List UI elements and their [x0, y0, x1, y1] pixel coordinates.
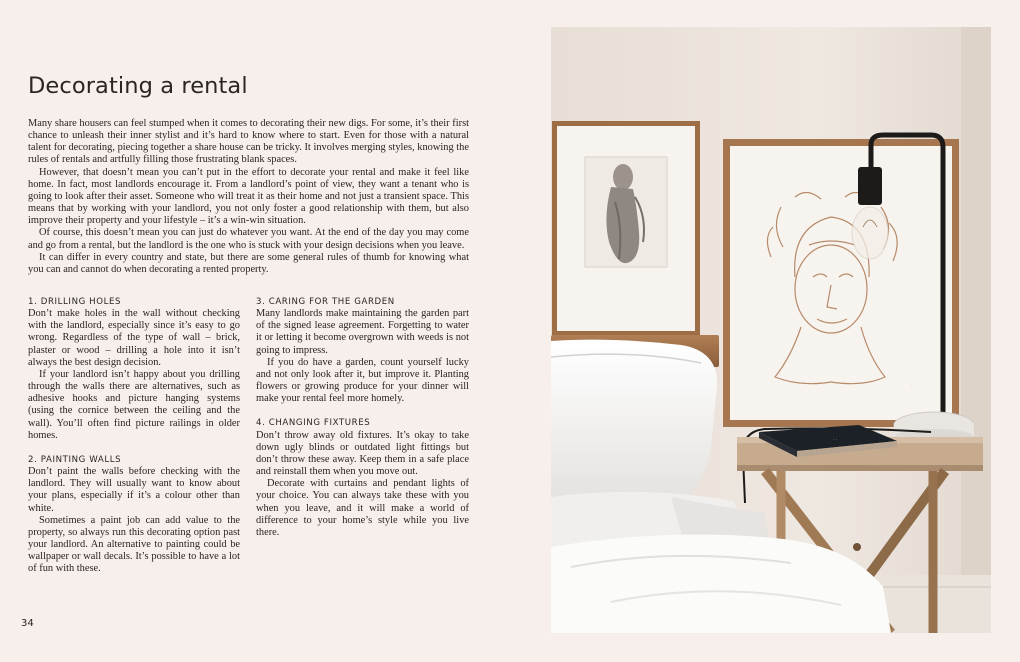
svg-text:·: · — [911, 384, 913, 389]
intro-paragraph: Many share housers can feel stumped when it comes to decorating their new digs. For some, it’s their first chance to unleash their inner stylist and it’s hard to know where to start. Even for those with a natural talent for decorating, piecing together a share house can be tricky. It involves merging styles, knowing the rules of rentals and artfully filling those frustrating blank spaces. — [28, 118, 469, 166]
section-paragraph: Don’t throw away old fixtures. It’s okay to take down ugly blinds or outdated light fittings but don’t throw these away. Keep them in a safe place and reinstall them when you move out. — [256, 429, 469, 478]
section-heading: 1. DRILLING HOLES — [28, 297, 122, 307]
left-column — [28, 296, 240, 575]
section-caring-for-garden — [256, 296, 469, 405]
section-paragraph: Don’t make holes in the wall without checking with the landlord, especially since it’s easy to go wrong. Regardless of the type of wall – brick, plaster or wood – drilling a hole into it isn’t always the best design decision. — [28, 308, 240, 368]
section-paragraph: Decorate with curtains and pendant lights of your choice. You can always take these with you when you leave, and it will make a world of difference to your home’s style while you live there. — [256, 478, 469, 538]
section-heading: 2. PAINTING WALLS — [28, 454, 122, 465]
small-framed-sketch — [552, 121, 700, 336]
section-heading: 3. CARING FOR THE GARDEN — [256, 297, 395, 307]
svg-text:· ·: · · — [833, 437, 838, 442]
photo-illustration — [551, 27, 991, 633]
section-paragraph: Many landlords make maintaining the garden part of the signed lease agreement. Forgetting to water it or letting it become overgrown with weeds is not going to impress. — [256, 308, 469, 356]
section-heading: 4. CHANGING FIXTURES — [256, 418, 371, 429]
wall-corner-shadow — [961, 27, 991, 633]
page-title: Decorating a rental — [28, 73, 248, 99]
section-paragraph: If you do have a garden, count yourself lucky and not only look after it, but improve it. Planting flowers or growing produce for your dinner will make your rental feel more homely. — [256, 356, 469, 405]
intro-paragraph: Of course, this doesn’t mean you can just do whatever you want. At the end of the day you may come and go from a rental, but the landlord is the one who is stuck with your design decisions when you leave. — [28, 227, 469, 251]
intro-text — [28, 118, 469, 276]
intro-paragraph: However, that doesn’t mean you can’t put in the effort to decorate your rental and make it feel like home. In fact, most landlords encourage it. From a landlord’s point of view, they want a tenant who is going to look after their asset. Someone who will treat it as their home and not just a transient space. This means that by working with your landlord, you not only foster a good relationship with them, but also improve their property and your lifestyle – it’s a win-win situation. — [28, 166, 469, 227]
section-paragraph: If your landlord isn’t happy about you drilling through the walls there are alternatives, such as adhesive hooks and picture hanging systems (using the cornice between the ceiling and the wall). You’ll often find picture railings in older homes. — [28, 368, 240, 441]
page-number: 34 — [21, 618, 34, 629]
section-drilling-holes — [28, 296, 240, 442]
section-paragraph: Don’t paint the walls before checking with the landlord. They will usually want to know about your plans, especially if it’s a colour other than white. — [28, 466, 240, 514]
section-changing-fixtures — [256, 417, 469, 539]
intro-paragraph: It can differ in every country and state, but there are some general rules of thumb for knowing what you can and cannot do when decorating a rented property. — [28, 251, 469, 275]
large-framed-portrait — [723, 139, 959, 427]
section-painting-walls — [28, 454, 240, 576]
section-paragraph: Sometimes a paint job can add value to the property, so always run this decorating option past your landlord. An alternative to painting could be wallpaper or wall decals. It’s possible to have a lot of fun with these. — [28, 514, 240, 575]
right-column — [256, 296, 469, 539]
bedroom-photo — [551, 27, 991, 633]
